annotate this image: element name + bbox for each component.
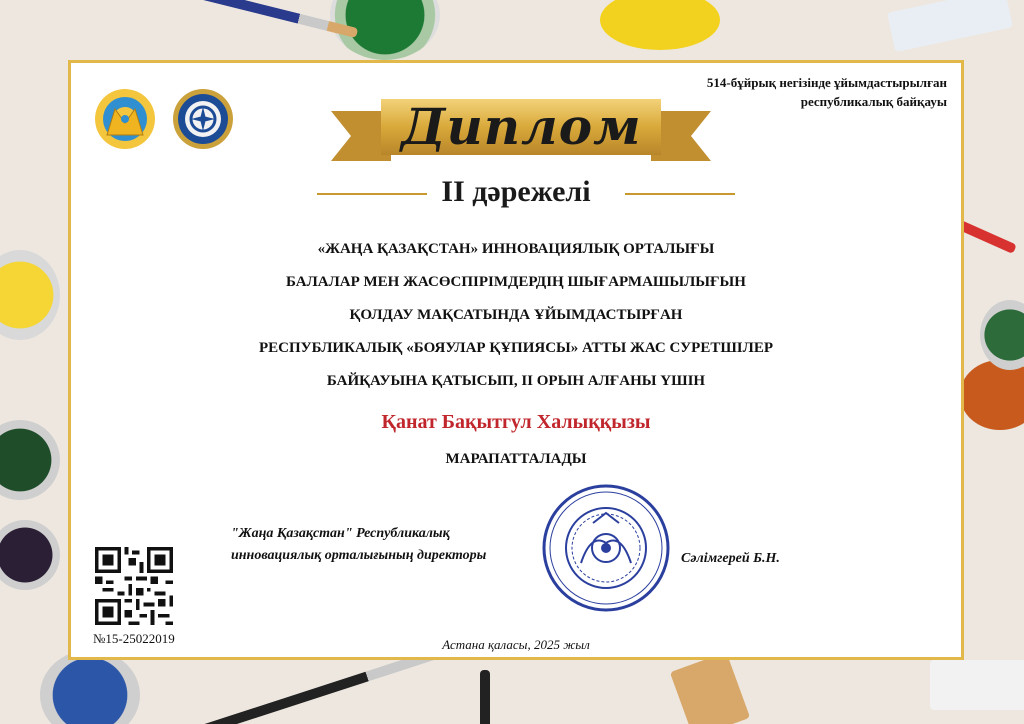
yellow-paint-blob — [600, 0, 720, 50]
paint-brush — [480, 670, 490, 724]
document-number: №15-25022019 — [93, 631, 175, 646]
paint-brush — [162, 0, 358, 38]
blue-paint-jar — [40, 650, 140, 724]
orange-paint-blob — [960, 360, 1024, 430]
diploma-sheet — [68, 60, 964, 660]
contest-order-note — [707, 73, 947, 111]
dark-green-paint-jar — [0, 420, 60, 500]
award-description-line: «ЖАҢА ҚАЗАҚСТАН» ИННОВАЦИЯЛЫҚ ОРТАЛЫҒЫ — [317, 241, 715, 257]
contest-order-note-line: 514-бұйрық негізінде ұйымдастырылған — [706, 75, 947, 90]
award-description — [71, 233, 961, 398]
purple-paint-jar — [0, 520, 60, 590]
place-and-year: Астана қаласы, 2025 жыл — [442, 637, 590, 652]
yellow-paint-jar — [0, 250, 60, 340]
paint-tube — [887, 0, 1013, 52]
award-description-line: РЕСПУБЛИКАЛЫҚ «БОЯУЛАР ҚҰПИЯСЫ» АТТЫ ЖАС СУРЕТШІЛЕР — [259, 340, 773, 356]
green-paint-jar-right — [980, 300, 1024, 370]
paint-brush — [670, 652, 750, 724]
award-description-line: БАЙҚАУЫНА ҚАТЫСЫП, ІІ ОРЫН АЛҒАНЫ ҮШІН — [326, 373, 706, 389]
organization-logo-icon — [171, 87, 235, 151]
contest-order-note-line: республикалық байқауы — [800, 94, 947, 109]
director-title-line: инновациялық орталығының директоры — [231, 548, 487, 563]
official-seal-icon — [541, 483, 671, 613]
director-title — [231, 523, 486, 567]
diploma-title: Диплом — [401, 97, 642, 156]
paint-tube — [930, 660, 1024, 710]
awarded-label: МАРАПАТТАЛАДЫ — [445, 451, 587, 467]
recipient-name: Қанат Бақытгул Халыққызы — [381, 411, 651, 433]
qr-code-icon — [95, 547, 173, 625]
award-description-line: БАЛАЛАР МЕН ЖАСӨСПІРІМДЕРДІҢ ШЫҒАРМАШЫЛЫҒЫН — [286, 274, 746, 290]
award-description-line: ҚОЛДАУ МАҚСАТЫНДА ҰЙЫМДАСТЫРҒАН — [349, 307, 683, 323]
degree-label: ІІ дәрежелі — [441, 175, 591, 208]
signer-name: Сәлімгерей Б.Н. — [681, 551, 780, 566]
director-title-line: "Жаңа Қазақстан" Республикалық — [231, 526, 450, 541]
kazakhstan-emblem-icon — [93, 87, 157, 151]
